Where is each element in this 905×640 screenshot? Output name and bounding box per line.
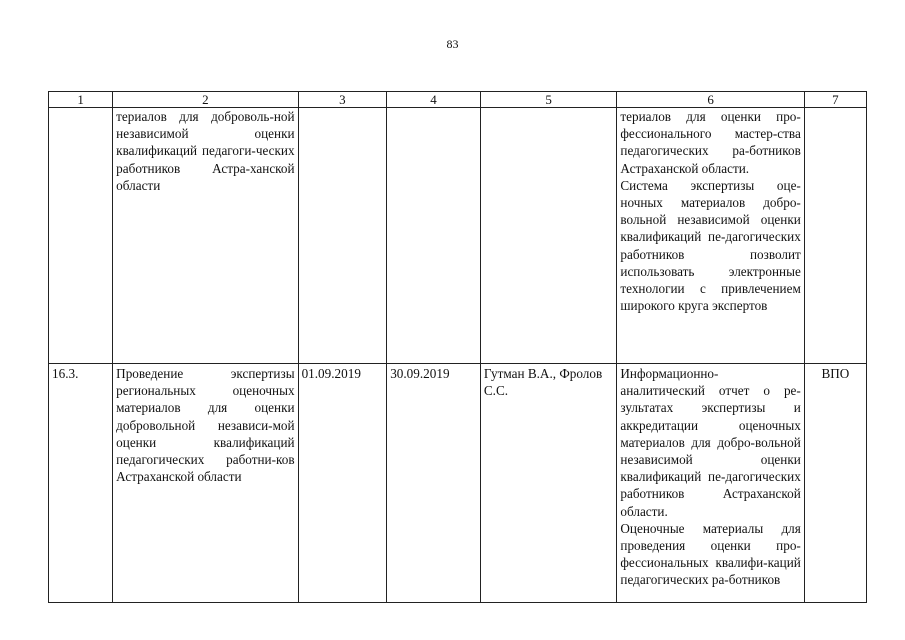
- item-number-cell: [49, 108, 113, 364]
- activity-name-text: Проведение экспертизы региональных оценочных материалов для оценки добровольной независи-мой оценки квалификаций педагогических работни-ков Астраханской области: [116, 366, 295, 485]
- table-header-row: [49, 92, 867, 108]
- start-date-cell: [298, 108, 387, 364]
- responsible-cell: Гутман В.А., Фролов С.С.: [480, 364, 617, 603]
- column-number-header: 6: [617, 92, 804, 108]
- activity-name-cell: [113, 364, 298, 603]
- result-cell: [617, 108, 804, 364]
- table-row: [49, 364, 867, 603]
- item-number-cell: 16.3.: [49, 364, 113, 603]
- column-number-header: 3: [298, 92, 387, 108]
- column-number-header: 1: [49, 92, 113, 108]
- page-number: 83: [446, 37, 459, 51]
- column-number-header: 4: [387, 92, 481, 108]
- column-number-header: 2: [113, 92, 298, 108]
- executor-cell: ВПО: [804, 364, 866, 603]
- activity-name-cell: [113, 108, 298, 364]
- plan-table: [48, 91, 867, 603]
- result-paragraph: Информационно-аналитический отчет о ре-зультатах экспертизы и аккредитации оценочных материалов для добро-вольной независимой оценки квалификаций пе-дагогических работников Астраханской области.: [620, 366, 801, 519]
- column-number-header: 5: [480, 92, 617, 108]
- end-date-cell: 30.09.2019: [387, 364, 481, 603]
- end-date-cell: [387, 108, 481, 364]
- result-paragraph: Оценочные материалы для проведения оценки про-фессиональных квалифи-каций педагогических ра-ботников: [620, 520, 801, 588]
- executor-cell: [804, 108, 866, 364]
- table-row: [49, 108, 867, 364]
- responsible-cell: [480, 108, 617, 364]
- activity-name-text: териалов для доброволь-ной независимой оценки квалификаций педагоги-ческих работников Астра-ханской области: [116, 109, 295, 193]
- result-paragraph: Система экспертизы оце-ночных материалов добро-вольной независимой оценки квалификаций пе-дагогических работников позволит использовать электронные технологии с привлечением широкого круга экспертов: [620, 177, 801, 314]
- column-number-header: 7: [804, 92, 866, 108]
- start-date-cell: 01.09.2019: [298, 364, 387, 603]
- result-cell: [617, 364, 804, 603]
- result-paragraph: териалов для оценки про-фессионального мастер-ства педагогических ра-ботников Астраханской области.: [620, 109, 801, 176]
